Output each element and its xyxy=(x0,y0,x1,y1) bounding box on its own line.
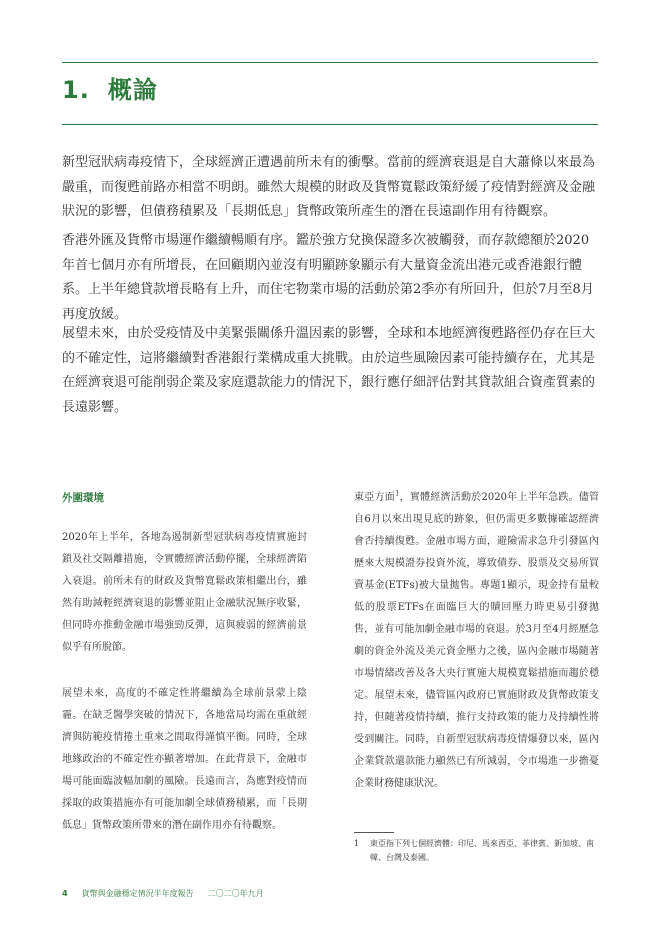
page-footer xyxy=(62,888,264,899)
page-number: 4 xyxy=(62,889,68,898)
report-title: 貨幣與金融穩定情況半年度報告 xyxy=(81,889,194,898)
footnote-mark: 1 xyxy=(354,839,360,848)
footnote xyxy=(354,837,599,865)
left-paragraph-2: 展望未來，高度的不確定性將繼續為全球前景蒙上陰霾。在缺乏醫學突破的情況下，各地當局均需在重啟經濟與防範疫情捲土重來之間取得謹慎平衡。同時，全球地緣政治的不確定性亦顯著增加。在此背景下，金融市場可能面臨波幅加劇的風險。長遠而言，為應對疫情而採取的政策措施亦有可能加劇全球債務積累，而「長期低息」貨幣政策所帶來的潛在副作用亦有待觀察。 xyxy=(62,688,307,831)
footnote-reference[interactable]: 1 xyxy=(394,489,400,498)
footnote-text: 東亞指下列七個經濟體：印尼、馬來西亞、菲律賓、新加坡、南韓、台灣及泰國。 xyxy=(370,839,594,862)
left-column xyxy=(62,487,307,837)
east-asia-lead: 東亞方面 xyxy=(354,492,395,503)
top-rule xyxy=(62,62,598,63)
left-paragraph-1: 2020年上半年，各地為遏制新型冠狀病毒疫情實施封鎖及社交隔離措施，令實體經濟活動停擺，全球經濟陷入衰退。前所未有的財政及貨幣寬鬆政策相繼出台，雖然有助減輕經濟衰退的影響並阻止金融狀況無序收緊，但同時亦推動金融市場強勁反彈，這與疲弱的經濟前景似乎有所脫節。 xyxy=(62,532,307,653)
section-heading: 概論 xyxy=(107,76,158,104)
section-number: 1. xyxy=(62,76,90,104)
title-rule xyxy=(62,124,598,125)
intro-paragraph-1: 新型冠狀病毒疫情下，全球經濟正遭遇前所未有的衝擊。當前的經濟衰退是自大蕭條以來最為嚴重，而復甦前路亦相當不明朗。雖然大規模的財政及貨幣寬鬆政策紓緩了疫情對經濟及金融狀況的影響，但債務積累及「長期低息」貨幣政策所產生的潛在長遠副作用有待觀察。 xyxy=(62,155,596,219)
external-environment-heading: 外圍環境 xyxy=(62,492,104,504)
right-column xyxy=(354,487,599,795)
right-paragraph-body: ，實體經濟活動於2020年上半年急跌。儘管自6月以來出現見底的跡象，但仍需更多數據確認經濟會否持續復甦。金融市場方面，避險需求急升引發區內歷來大規模證券投資外流，導致債券、股票及交易所買賣基金(ETFs)被大量拋售。專題1顯示，現金持有量較低的股票ETFs在面臨巨大的贖回壓力時更易引發拋售，並有可能加劇金融市場的衰退。於3月至4月經歷急劇的資金外流及美元資金壓力之後，區內金融市場隨著市場情緒改善及各大央行實施大規模寬鬆措施而趨於穩定。展望未來，儘管區內政府已實施財政及貨幣政策支持，但隨著疫情持續，推行支持政策的能力及持續性將受到關注。同時，自新型冠狀病毒疫情爆發以來，區內企業貸款還款能力顯然已有所減弱，令市場進一步擔憂企業財務健康狀況。 xyxy=(354,492,600,789)
intro-paragraph-3: 展望未來，由於受疫情及中美緊張關係升溫因素的影響，全球和本地經濟復甦路徑仍存在巨大的不確定性，這將繼續對香港銀行業構成重大挑戰。由於這些風險因素可能持續存在，尤其是在經濟衰退可能削弱企業及家庭還款能力的情況下，銀行應仔細評估對其貸款組合資產質素的長遠影響。 xyxy=(62,326,596,415)
report-date: 二〇二〇年九月 xyxy=(207,889,264,898)
intro-paragraph-2: 香港外匯及貨幣市場運作繼續暢順有序。鑑於強方兌換保證多次被觸發，而存款總額於2020年首七個月亦有所增長，在回顧期內並沒有明顯跡象顯示有大量資金流出港元或香港銀行體系。上半年總貸款增長略有上升，而住宅物業市場的活動於第2季亦有所回升，但於7月至8月再度放緩。 xyxy=(62,233,594,322)
right-paragraph-1 xyxy=(354,487,599,795)
footnote-rule xyxy=(354,832,394,833)
section-title xyxy=(62,70,158,105)
